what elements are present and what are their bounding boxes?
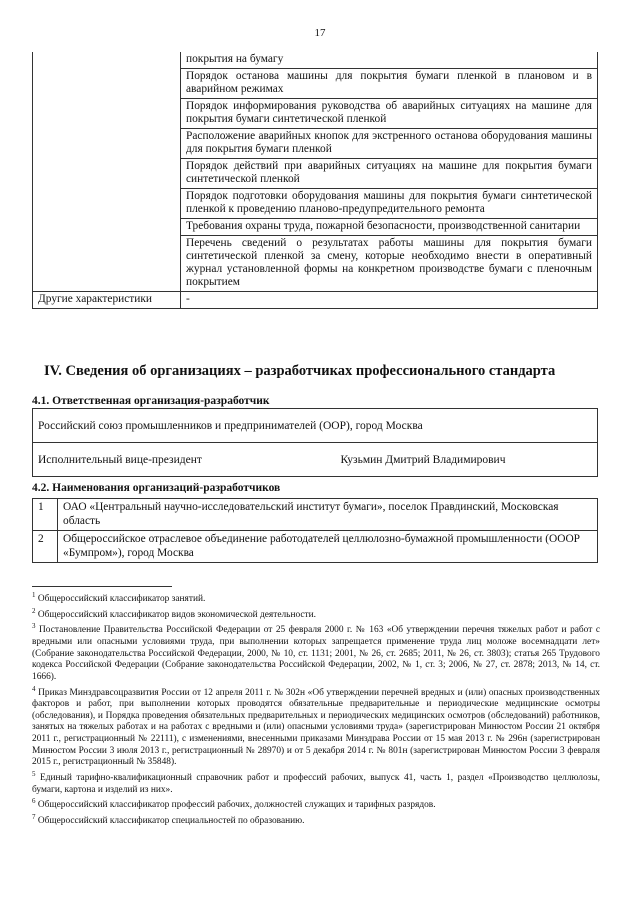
table-cell: Порядок действий при аварийных ситуациях на машине для покрытия бумаги синтетической пленкой xyxy=(181,159,598,189)
table-row xyxy=(33,52,598,69)
table-cell-empty xyxy=(33,159,181,189)
footnotes xyxy=(32,590,600,828)
footnote: $^3$ Постановление Правительства Российской Федерации от 25 февраля 2000 г. № 163 «Об утверждении перечня тяжелых работ и работ с вредными или опасными условиями труда, при выполнении которых запрещается применение труда лиц моложе восемнадцати лет» (Собрание законодательства Российской Федерации, 2000, № 10, ст. 1131; 2001, № 26, ст. 2685; 2011, № 26, ст. 3803); статья 265 Трудового кодекса Российской Федерации (Собрание законодательства Российской Федерации, 2002, № 1, ст. 3; 2006, № 27, ст. 2878; 2013, № 14, ст. 1666). xyxy=(32,622,600,682)
footnote: $^4$ Приказ Минздравсоцразвития России от 12 апреля 2011 г. № 302н «Об утверждении перечней вредных и (или) опасных производственных факторов и работ, при выполнении которых проводятся обязательные предварительные и периодические медицинские осмотры (обследования), и Порядка проведения обязательных предварительных и периодических медицинских осмотров (обследований) работников, занятых на тяжелых работах и на работах с вредными и (или) опасными условиями труда» (зарегистрирован Минюстом России 21 октября 2011 г., регистрационный № 22111), с изменениями, внесенными приказами Минздрава России от 15 мая 2013 г. № 296н (зарегистрирован Минюстом России 3 июля 2013 г., регистрационный № 28970) и от 5 декабря 2014 г. № 801н (зарегистрирован Минюстом России 3 февраля 2015 г., регистрационный № 35848). xyxy=(32,684,600,768)
table-row xyxy=(33,189,598,219)
signatory-cell xyxy=(33,443,598,477)
footnote: $^6$ Общероссийский классификатор профессий рабочих, должностей служащих и тарифных разрядов. xyxy=(32,797,436,811)
table-cell: покрытия на бумагу xyxy=(181,52,598,69)
table-row xyxy=(33,499,598,531)
table-row xyxy=(33,443,598,477)
table-cell-empty xyxy=(33,236,181,292)
characteristics-table xyxy=(32,52,598,309)
table-cell: Порядок подготовки оборудования машины для покрытия бумаги синтетической пленкой к проведению планово-предупредительного ремонта xyxy=(181,189,598,219)
table-cell: Перечень сведений о результатах работы машины для покрытия бумаги синтетической пленкой за смену, которые необходимо внести в оперативный журнал установленной формы на конкретном производстве бумаги с пленочным покрытием xyxy=(181,236,598,292)
developers-table xyxy=(32,498,598,563)
table-cell-empty xyxy=(33,189,181,219)
page-number: 17 xyxy=(314,27,326,39)
subsection-title-developers: 4.2. Наименования организаций-разработчиков xyxy=(32,482,281,494)
developer-number: 1 xyxy=(33,499,58,531)
footnote: $^1$ Общероссийский классификатор занятий. xyxy=(32,591,206,605)
developer-name: Общероссийское отраслевое объединение работодателей целлюлозно-бумажной промышленности (ОООР «Бумпром»), город Москва xyxy=(58,531,598,563)
developer-name: ОАО «Центральный научно-исследовательский институт бумаги», поселок Правдинский, Московская область xyxy=(58,499,598,531)
signatory-name: Кузьмин Дмитрий Владимирович xyxy=(340,453,506,466)
footnote: $^7$ Общероссийский классификатор специальностей по образованию. xyxy=(32,812,305,826)
footnote: $^2$ Общероссийский классификатор видов экономической деятельности. xyxy=(32,606,317,620)
table-cell: Требования охраны труда, пожарной безопасности, производственной санитарии xyxy=(181,219,598,236)
table-cell: Порядок информирования руководства об аварийных ситуациях на машине для покрытия бумаги синтетической пленкой xyxy=(181,99,598,129)
responsible-org-table xyxy=(32,408,598,477)
table-cell: Порядок останова машины для покрытия бумаги пленкой в плановом и в аварийном режимах xyxy=(181,69,598,99)
table-row xyxy=(33,129,598,159)
other-characteristics-value: - xyxy=(181,292,598,309)
table-cell: Расположение аварийных кнопок для экстренного останова оборудования машины для покрытия бумаги пленкой xyxy=(181,129,598,159)
footnote: $^5$ Единый тарифно-квалификационный справочник работ и профессий рабочих, выпуск 41, часть 1, раздел «Производство целлюлозы, бумаги, картона и изделий из них». xyxy=(32,769,601,795)
table-row-other xyxy=(33,292,598,309)
table-cell-empty xyxy=(33,99,181,129)
table-row xyxy=(33,531,598,563)
table-row xyxy=(33,159,598,189)
table-cell-empty xyxy=(33,219,181,236)
section-title: IV. Сведения об организациях – разработчиках профессионального стандарта xyxy=(44,363,556,379)
table-row xyxy=(33,99,598,129)
table-cell-empty xyxy=(33,129,181,159)
table-cell-empty xyxy=(33,69,181,99)
table-cell-empty xyxy=(33,52,181,69)
signatory-position: Исполнительный вице-президент xyxy=(38,453,202,466)
developer-number: 2 xyxy=(33,531,58,563)
footnote-divider xyxy=(32,586,172,587)
table-row xyxy=(33,69,598,99)
org-name: Российский союз промышленников и предпринимателей (ООР), город Москва xyxy=(33,409,598,443)
table-row xyxy=(33,409,598,443)
table-row xyxy=(33,236,598,292)
table-row xyxy=(33,219,598,236)
subsection-title-responsible: 4.1. Ответственная организация-разработчик xyxy=(32,395,270,407)
other-characteristics-label: Другие характеристики xyxy=(33,292,181,309)
